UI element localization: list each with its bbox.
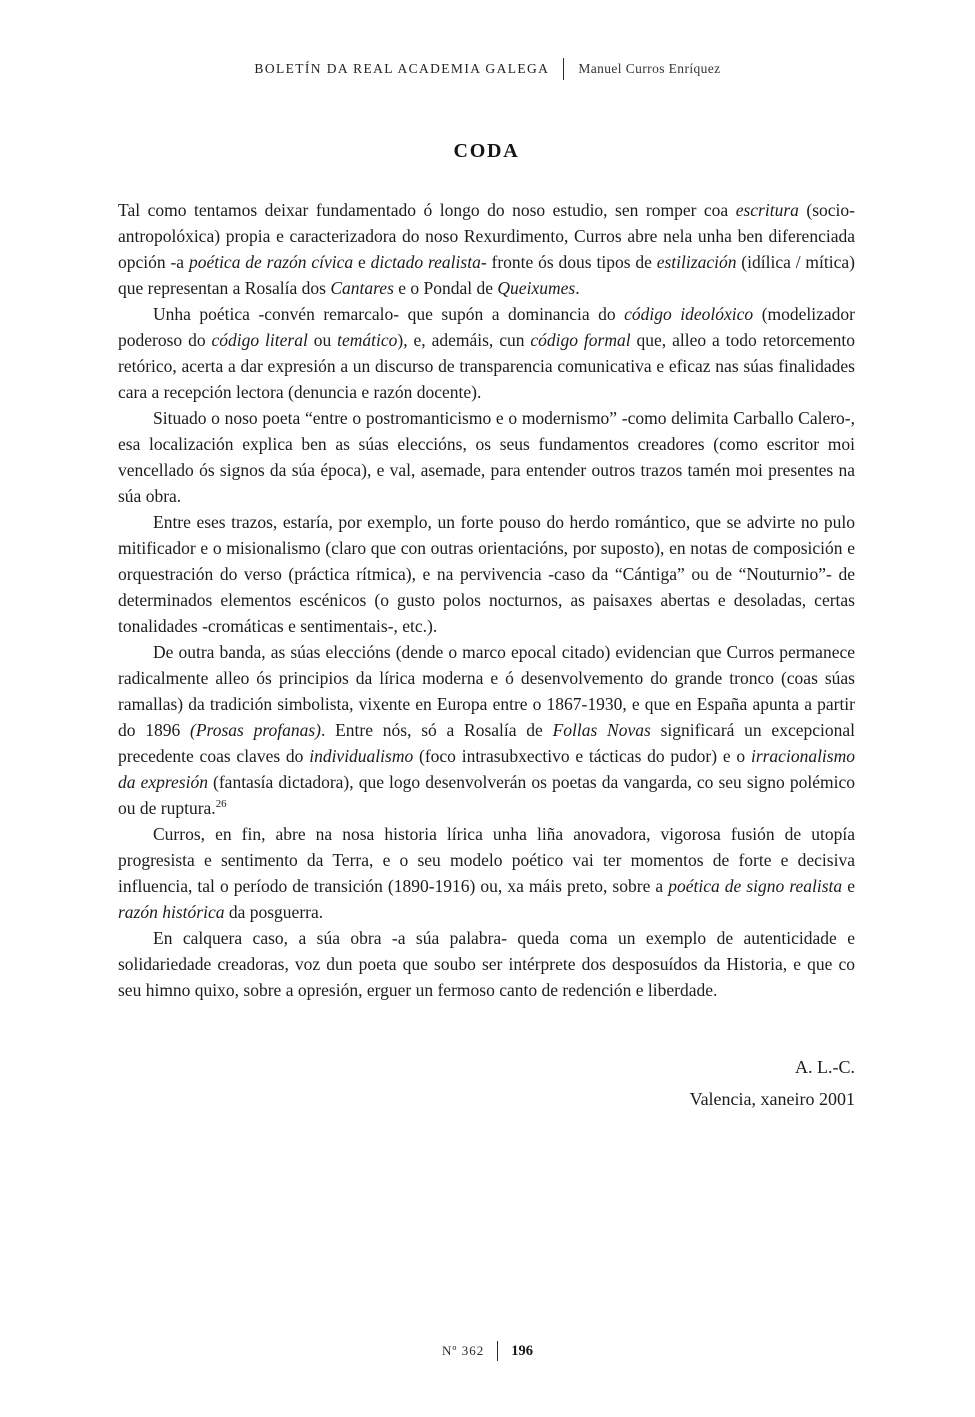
page-number: 196 (511, 1342, 533, 1359)
running-author: Manuel Curros Enríquez (578, 61, 721, 76)
paragraph: Tal como tentamos deixar fundamentado ó longo do noso estudio, sen romper coa escritura (socio-antropolóxica) propia e caracterizadora do noso Rexurdimento, Curros abre nela unha ben diferenciada opción -a poética de razón cívica e dictado realista- fronte ós dous tipos de estilización (idílica / mítica) que representan a Rosalía dos Cantares e o Pondal de Queixumes. (118, 200, 855, 298)
page-header (0, 58, 975, 80)
footer-divider (497, 1341, 498, 1361)
paragraph: De outra banda, as súas eleccións (dende o marco epocal citado) evidencian que Curros permanece radicalmente alleo ós principios da lírica moderna e ó desenvolvemento do grande tronco (coas súas ramallas) da tradición simbolista, vixente en Europa entre o 1867-1930, e que en España apunta a partir do 1896 (Prosas profanas). Entre nós, só a Rosalía de Follas Novas significará un excepcional precedente coas claves do individualismo (foco intrasubxectivo e tácticas do pudor) e o irracionalismo da expresión (fantasía dictadora), que logo desenvolverán os poetas da vangarda, co seu signo polémico ou de ruptura.$^{26}$ (118, 642, 855, 818)
paragraph: Curros, en fin, abre na nosa historia lírica unha liña anovadora, vigorosa fusión de utopía progresista e sentimento da Terra, e o seu modelo poético vai ter momentos de forte e decisiva influencia, tal o período de transición (1890-1916) ou, xa máis preto, sobre a poética de signo realista e razón histórica da posguerra. (118, 824, 855, 922)
paragraph: Unha poética -convén remarcalo- que supón a dominancia do código ideolóxico (modelizador poderoso do código literal ou temático), e, ademáis, cun código formal que, alleo a todo retorcemento retórico, acerta a dar expresión a un discurso de transparencia comunicativa e eficaz nas súas finalidades cara a recepción lectora (denuncia e razón docente). (118, 304, 856, 402)
signature-place-date: Valencia, xaneiro 2001 (689, 1089, 855, 1109)
paragraph: En calquera caso, a súa obra -a súa palabra- queda coma un exemplo de autenticidade e solidariedade creadoras, voz dun poeta que soubo ser intérprete dos desposuídos da Historia, e que co seu himno quixo, sobre a opresión, erguer un fermoso canto de redención e liberdade. (118, 928, 855, 1000)
page-footer (0, 1341, 975, 1361)
signature-block (118, 1051, 855, 1115)
paragraph: Situado o noso poeta “entre o postromanticismo e o modernismo” -como delimita Carballo Calero-, esa localización explica ben as súas eleccións, os seus fundamentos creadores (como escritor moi vencellado ós signos da súa época), e val, asemade, para entender outros trazos tamén moi presentes na súa obra. (118, 408, 855, 506)
issue-number: Nº 362 (442, 1343, 485, 1358)
header-divider (563, 58, 564, 80)
article-content (118, 140, 855, 1115)
paragraph: Entre eses trazos, estaría, por exemplo, un forte pouso do herdo romántico, que se advirte no pulo mitificador e o misionalismo (claro que con outras orientacións, por suposto), en notas de composición e orquestración do verso (práctica rítmica), e na pervivencia -caso da “Cántiga” ou de “Nouturnio”- de determinados elementos escénicos (o gusto polos nocturnos, as paisaxes abertas e desoladas, certas tonalidades -cromáticas e sentimentais-, etc.). (118, 512, 855, 636)
journal-title: BOLETÍN DA REAL ACADEMIA GALEGA (254, 61, 550, 76)
signature-initials: A. L.-C. (795, 1057, 855, 1077)
section-title: CODA (453, 140, 520, 162)
